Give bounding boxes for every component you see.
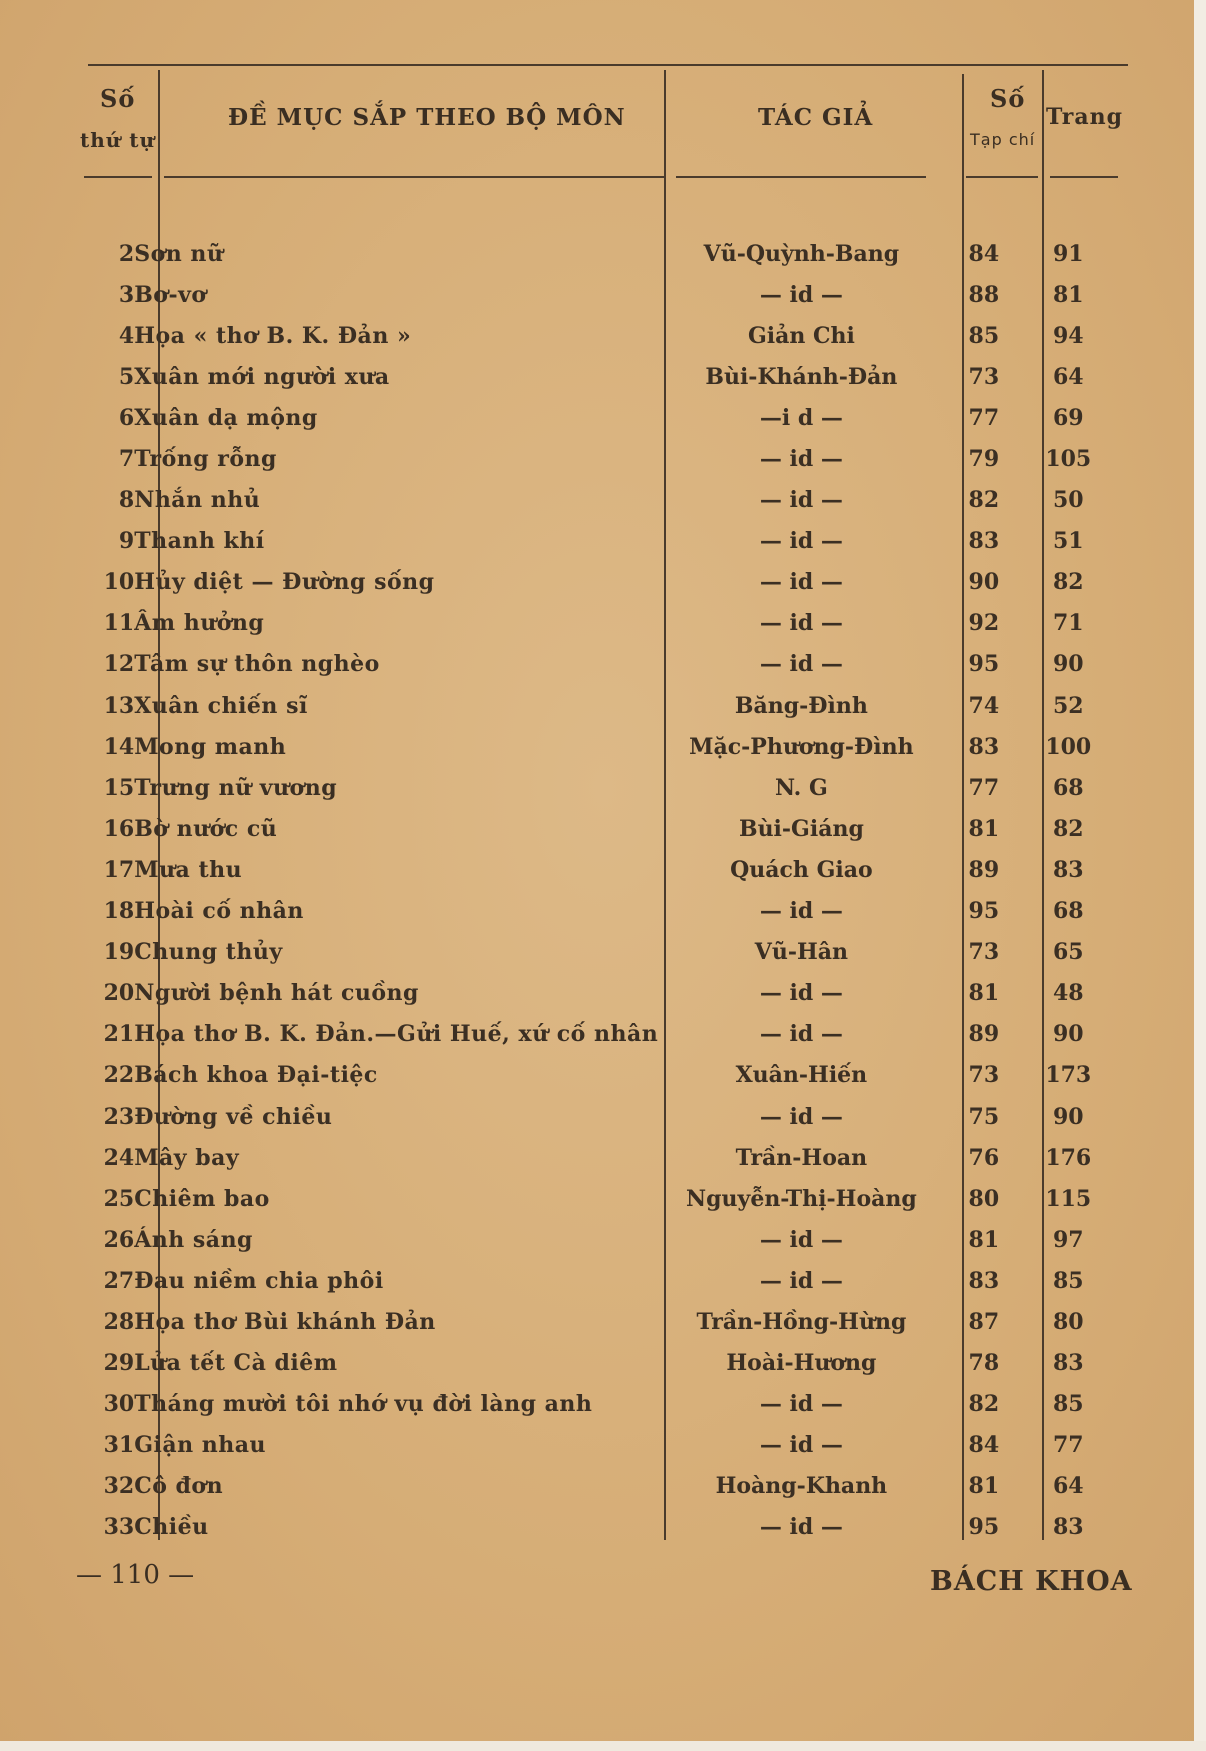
row-number: 17 — [103, 856, 135, 883]
row-number: 23 — [103, 1103, 135, 1130]
row-author: Quách Giao — [730, 856, 873, 883]
table-row — [80, 1178, 1110, 1219]
row-page: 91 — [1052, 240, 1084, 267]
row-number: 22 — [103, 1062, 135, 1089]
header-rule-title — [164, 176, 664, 178]
header-top-rule — [88, 64, 1128, 66]
page-edge-bottom — [0, 1741, 1206, 1751]
row-author: — id — — [759, 1103, 843, 1130]
header-author-column: TÁC GIẢ — [758, 104, 874, 131]
row-page: 115 — [1045, 1185, 1092, 1212]
row-page: 68 — [1052, 774, 1084, 801]
table-row — [80, 808, 1110, 849]
row-title: Bơ-vơ — [134, 281, 207, 308]
row-issue: 81 — [968, 1226, 1000, 1253]
row-number: 12 — [103, 651, 135, 678]
row-author: — id — — [759, 1226, 843, 1253]
header-rule-num — [84, 176, 152, 178]
row-page: 50 — [1052, 487, 1084, 514]
row-page: 81 — [1052, 281, 1084, 308]
table-row — [80, 274, 1110, 315]
row-number: 28 — [103, 1308, 135, 1335]
header-page-column: Trang — [1046, 104, 1123, 130]
row-title: Họa « thơ B. K. Đản » — [134, 322, 412, 349]
row-title: Lửa tết Cà diêm — [134, 1350, 338, 1377]
row-author: Trần-Hoan — [735, 1144, 868, 1171]
header-num-label: Số — [100, 84, 136, 113]
header-title-column: ĐỀ MỤC SẮP THEO BỘ MÔN — [228, 104, 626, 131]
table-row — [80, 1384, 1110, 1425]
row-author: — id — — [759, 651, 843, 678]
row-author: Vũ-Quỳnh-Bang — [703, 240, 900, 267]
row-title: Trưng nữ vương — [134, 774, 338, 801]
row-author: N. G — [774, 774, 828, 801]
row-issue: 88 — [968, 281, 1000, 308]
row-issue: 78 — [968, 1350, 1000, 1377]
row-page: 82 — [1052, 569, 1084, 596]
row-number: 31 — [103, 1432, 135, 1459]
row-author: Bùi-Giáng — [738, 815, 864, 842]
table-row — [80, 1014, 1110, 1055]
table-row — [80, 1260, 1110, 1301]
row-issue: 89 — [968, 1021, 1000, 1048]
row-title: Nhắn nhủ — [134, 487, 261, 514]
table-row — [80, 480, 1110, 521]
row-title: Mưa thu — [134, 856, 243, 883]
row-issue: 84 — [968, 240, 1000, 267]
row-page: 85 — [1052, 1267, 1084, 1294]
row-number: 15 — [103, 774, 135, 801]
row-issue: 95 — [968, 1514, 1000, 1541]
row-page: 51 — [1052, 528, 1084, 555]
row-number: 26 — [103, 1226, 135, 1253]
row-author: — id — — [759, 1267, 843, 1294]
row-page: 71 — [1052, 610, 1084, 637]
table-row — [80, 891, 1110, 932]
row-title: Ánh sáng — [134, 1226, 253, 1253]
row-title: Sơn nữ — [134, 240, 224, 267]
row-page: 65 — [1052, 939, 1084, 966]
table-row — [80, 233, 1110, 274]
row-author: — id — — [759, 487, 843, 514]
table-row — [80, 726, 1110, 767]
row-page: 90 — [1052, 1021, 1084, 1048]
table-row — [80, 849, 1110, 890]
row-number: 5 — [118, 363, 135, 390]
row-issue: 77 — [968, 404, 1000, 431]
row-page: 48 — [1052, 980, 1084, 1007]
row-title: Xuân dạ mộng — [134, 404, 318, 431]
row-page: 64 — [1052, 1473, 1084, 1500]
page-edge — [1194, 0, 1206, 1751]
row-author: Vũ-Hân — [754, 939, 849, 966]
row-author: Giản Chi — [747, 322, 855, 349]
row-number: 33 — [103, 1514, 135, 1541]
row-page: 68 — [1052, 898, 1084, 925]
table-row — [80, 1425, 1110, 1466]
row-author: — id — — [759, 446, 843, 473]
row-title: Xuân chiến sĩ — [134, 692, 308, 719]
row-issue: 74 — [968, 692, 1000, 719]
row-number: 20 — [103, 980, 135, 1007]
row-author: Bùi-Khánh-Đản — [705, 363, 898, 390]
row-number: 24 — [103, 1144, 135, 1171]
row-author: Băng-Đình — [734, 692, 868, 719]
row-author: — id — — [759, 281, 843, 308]
row-title: Cô đơn — [134, 1473, 224, 1500]
row-number: 9 — [118, 528, 135, 555]
row-issue: 76 — [968, 1144, 1000, 1171]
row-number: 18 — [103, 898, 135, 925]
row-issue: 95 — [968, 651, 1000, 678]
row-author: Mặc-Phương-Đình — [689, 733, 914, 760]
row-author: Hoàng-Khanh — [715, 1473, 888, 1500]
row-title: Giận nhau — [134, 1432, 266, 1459]
row-author: — id — — [759, 1021, 843, 1048]
row-author: — id — — [759, 569, 843, 596]
row-page: 82 — [1052, 815, 1084, 842]
row-title: Đau niềm chia phôi — [134, 1267, 384, 1294]
row-number: 11 — [103, 610, 135, 637]
row-title: Chiều — [134, 1514, 209, 1541]
row-author: —i d — — [759, 404, 843, 431]
row-page: 69 — [1052, 404, 1084, 431]
row-number: 27 — [103, 1267, 135, 1294]
row-issue: 73 — [968, 363, 1000, 390]
row-issue: 84 — [968, 1432, 1000, 1459]
row-number: 10 — [103, 569, 135, 596]
row-page: 52 — [1052, 692, 1084, 719]
row-issue: 83 — [968, 528, 1000, 555]
index-table — [80, 233, 1110, 1548]
row-author: Trần-Hồng-Hừng — [696, 1308, 907, 1335]
row-issue: 83 — [968, 733, 1000, 760]
row-issue: 83 — [968, 1267, 1000, 1294]
table-row — [80, 562, 1110, 603]
row-number: 8 — [118, 487, 135, 514]
row-author: — id — — [759, 1514, 843, 1541]
row-issue: 87 — [968, 1308, 1000, 1335]
row-title: Hoài cố nhân — [134, 898, 304, 925]
row-author: — id — — [759, 980, 843, 1007]
row-page: 105 — [1045, 446, 1092, 473]
row-issue: 82 — [968, 487, 1000, 514]
header-issue-label: Số — [990, 84, 1026, 113]
table-row — [80, 644, 1110, 685]
row-number: 16 — [103, 815, 135, 842]
row-number: 32 — [103, 1473, 135, 1500]
row-page: 100 — [1045, 733, 1092, 760]
row-issue: 89 — [968, 856, 1000, 883]
row-page: 64 — [1052, 363, 1084, 390]
row-page: 173 — [1045, 1062, 1092, 1089]
table-row — [80, 767, 1110, 808]
row-page: 83 — [1052, 856, 1084, 883]
row-page: 94 — [1052, 322, 1084, 349]
row-issue: 80 — [968, 1185, 1000, 1212]
row-number: 30 — [103, 1391, 135, 1418]
row-title: Người bệnh hát cuồng — [134, 980, 419, 1007]
row-title: Trống rỗng — [134, 446, 277, 473]
row-number: 6 — [118, 404, 135, 431]
header-issue-sublabel: Tạp chí — [970, 130, 1036, 149]
magazine-name: BÁCH KHOA — [930, 1566, 1133, 1597]
table-row — [80, 685, 1110, 726]
row-number: 3 — [118, 281, 135, 308]
row-page: 77 — [1052, 1432, 1084, 1459]
row-issue: 81 — [968, 815, 1000, 842]
row-issue: 92 — [968, 610, 1000, 637]
row-number: 19 — [103, 939, 135, 966]
row-issue: 81 — [968, 980, 1000, 1007]
row-author: — id — — [759, 1391, 843, 1418]
row-page: 176 — [1045, 1144, 1092, 1171]
row-title: Tâm sự thôn nghèo — [134, 651, 380, 678]
row-author: Xuân-Hiến — [735, 1062, 868, 1089]
row-author: Nguyễn-Thị-Hoàng — [686, 1185, 917, 1212]
row-number: 25 — [103, 1185, 135, 1212]
row-title: Bờ nước cũ — [134, 815, 278, 842]
row-title: Họa thơ B. K. Đản.—Gửi Huế, xứ cố nhân — [134, 1021, 659, 1048]
row-title: Bách khoa Đại-tiệc — [134, 1062, 378, 1089]
table-row — [80, 1301, 1110, 1342]
row-title: Tháng mười tôi nhớ vụ đời làng anh — [134, 1391, 593, 1418]
table-row — [80, 438, 1110, 479]
row-issue: 79 — [968, 446, 1000, 473]
row-page: 83 — [1052, 1514, 1084, 1541]
table-row — [80, 603, 1110, 644]
header-rule-author — [676, 176, 926, 178]
row-number: 4 — [118, 322, 135, 349]
row-page: 90 — [1052, 651, 1084, 678]
table-row — [80, 1466, 1110, 1507]
header-num-sublabel: thứ tự — [80, 128, 156, 152]
row-author: — id — — [759, 610, 843, 637]
row-issue: 81 — [968, 1473, 1000, 1500]
row-issue: 73 — [968, 939, 1000, 966]
row-number: 21 — [103, 1021, 135, 1048]
row-title: Chung thủy — [134, 939, 283, 966]
row-issue: 82 — [968, 1391, 1000, 1418]
row-title: Chiêm bao — [134, 1185, 270, 1212]
row-title: Mong manh — [134, 733, 287, 760]
row-number: 7 — [118, 446, 135, 473]
header-rule-page — [1050, 176, 1118, 178]
row-number: 2 — [118, 240, 135, 267]
table-row — [80, 1137, 1110, 1178]
table-row — [80, 1055, 1110, 1096]
row-title: Thanh khí — [134, 528, 265, 555]
row-page: 97 — [1052, 1226, 1084, 1253]
row-author: — id — — [759, 898, 843, 925]
row-title: Hủy diệt — Đường sống — [134, 569, 435, 596]
row-author: Hoài-Hương — [726, 1350, 877, 1377]
row-issue: 73 — [968, 1062, 1000, 1089]
table-row — [80, 1343, 1110, 1384]
table-row — [80, 356, 1110, 397]
row-author: — id — — [759, 1432, 843, 1459]
row-issue: 77 — [968, 774, 1000, 801]
row-issue: 85 — [968, 322, 1000, 349]
page-number: — 110 — — [76, 1560, 195, 1590]
table-row — [80, 1219, 1110, 1260]
row-page: 85 — [1052, 1391, 1084, 1418]
row-title: Họa thơ Bùi khánh Đản — [134, 1308, 436, 1335]
table-row — [80, 1096, 1110, 1137]
row-title: Xuân mới người xưa — [134, 363, 390, 390]
row-number: 29 — [103, 1350, 135, 1377]
row-issue: 95 — [968, 898, 1000, 925]
table-row — [80, 397, 1110, 438]
row-number: 14 — [103, 733, 135, 760]
row-issue: 90 — [968, 569, 1000, 596]
row-number: 13 — [103, 692, 135, 719]
table-row — [80, 932, 1110, 973]
table-row — [80, 315, 1110, 356]
row-title: Mây bay — [134, 1144, 240, 1171]
table-row — [80, 521, 1110, 562]
table-row — [80, 1507, 1110, 1548]
row-issue: 75 — [968, 1103, 1000, 1130]
header-rule-so — [966, 176, 1038, 178]
row-page: 90 — [1052, 1103, 1084, 1130]
table-row — [80, 973, 1110, 1014]
row-title: Đường về chiều — [134, 1103, 333, 1130]
row-author: — id — — [759, 528, 843, 555]
row-title: Âm hưởng — [134, 610, 265, 637]
row-page: 80 — [1052, 1308, 1084, 1335]
row-page: 83 — [1052, 1350, 1084, 1377]
